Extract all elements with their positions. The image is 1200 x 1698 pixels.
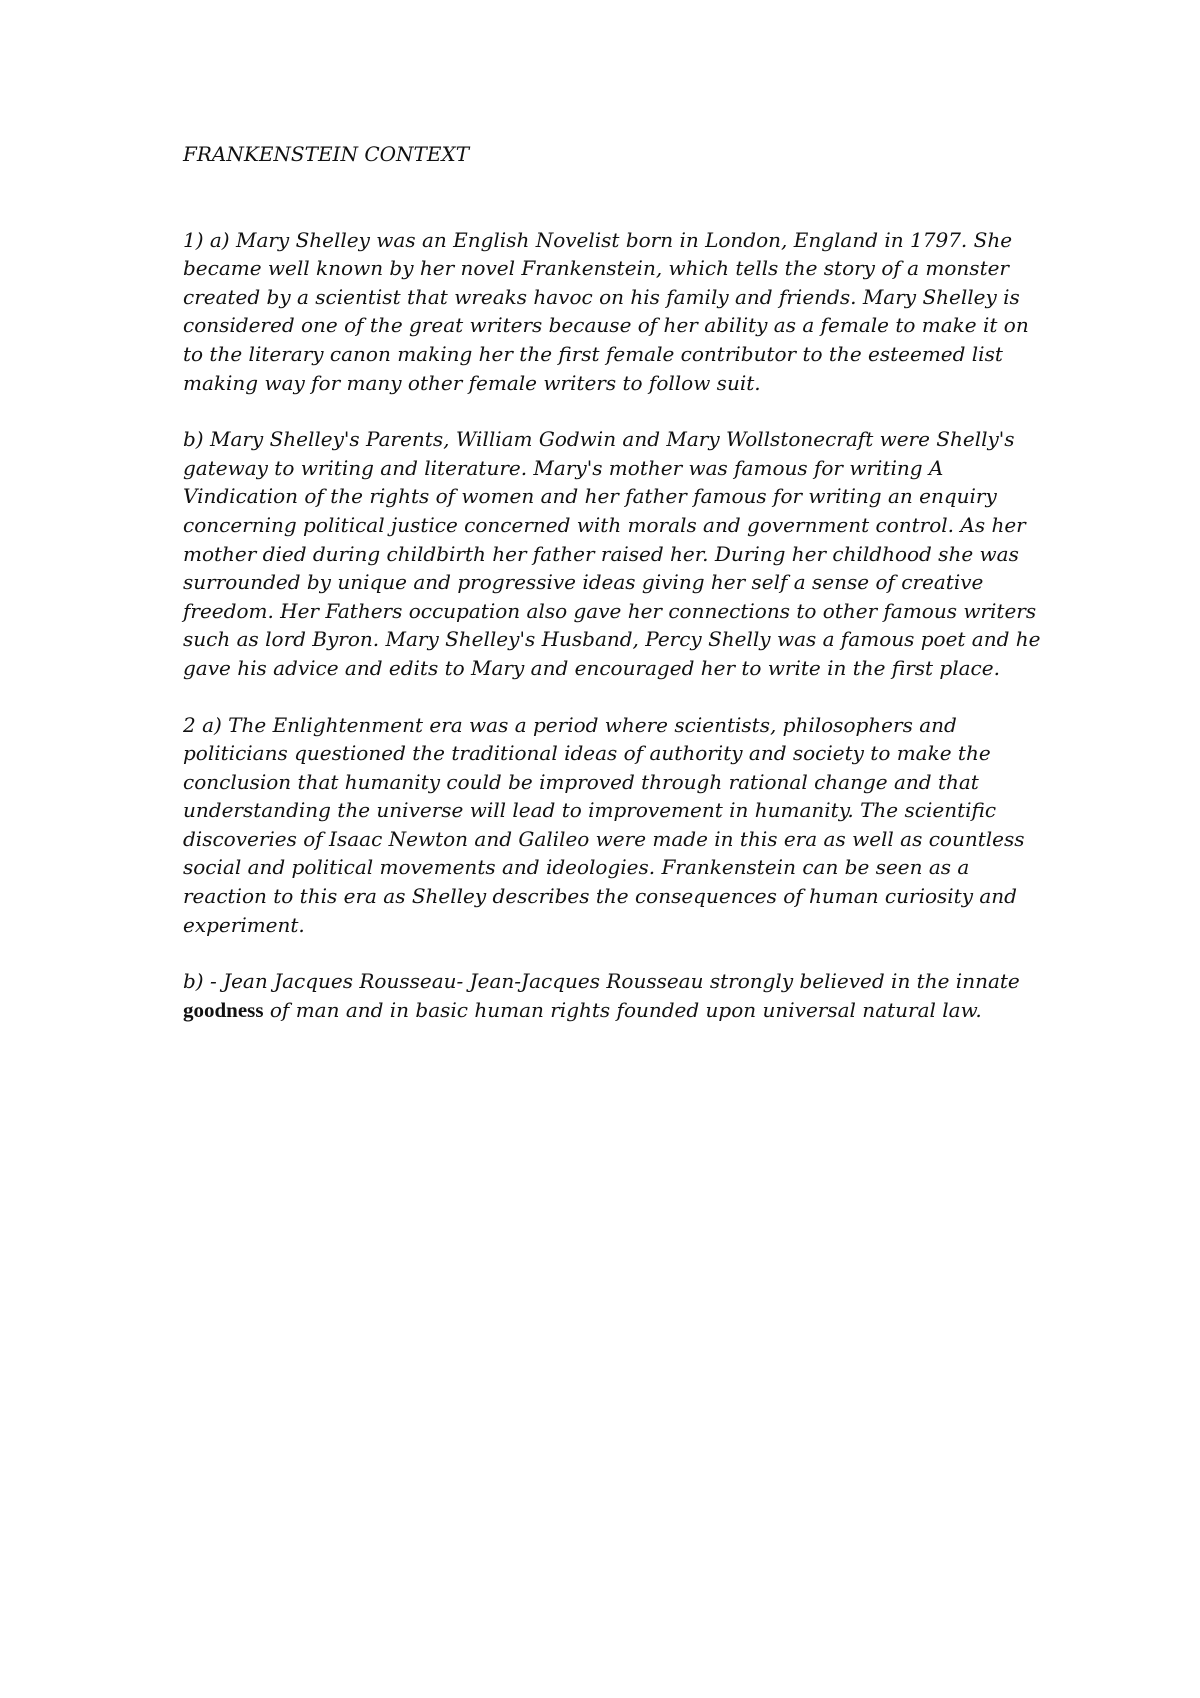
- paragraph-1a-mary-shelley: 1) a) Mary Shelley was an English Novelist born in London, England in 1797. She became well known by her novel Frankenstein, which tells the story of a monster created by a scientist that wreaks havoc on his family and friends. Mary Shelley is considered one of the great writers because of her ability as a female to make it on to the literary canon making her the first female contributor to the esteemed list making way for many other female writers to follow suit.: [183, 227, 1029, 395]
- paragraph-2b-text-start: b) - Jean Jacques Rousseau- Jean-Jacques Rousseau strongly believed in the innate: [183, 969, 1020, 994]
- document-body: [183, 140, 1053, 1052]
- paragraph-2a-enlightenment: 2 a) The Enlightenment era was a period where scientists, philosophers and politicians questioned the traditional ideas of authority and society to make the conclusion that humanity could be improved through rational change and that understanding the universe will lead to improvement in humanity. The scientific discoveries of Isaac Newton and Galileo were made in this era as well as countless social and political movements and ideologies. Frankenstein can be seen as a reaction to this era as Shelley describes the consequences of human curiosity and experiment.: [183, 712, 1025, 937]
- paragraph-2b-rousseau: [183, 967, 1053, 1024]
- paragraph-1b-parents: b) Mary Shelley's Parents, William Godwin and Mary Wollstonecraft were Shelly's gateway to writing and literature. Mary's mother was famous for writing A Vindication of the rights of women and her father famous for writing an enquiry concerning political justice concerned with morals and government control. As her mother died during childbirth her father raised her. During her childhood she was surrounded by unique and progressive ideas giving her self a sense of creative freedom. Her Fathers occupation also gave her connections to other famous writers such as lord Byron. Mary Shelley's Husband, Percy Shelly was a famous poet and he gave his advice and edits to Mary and encouraged her to write in the first place.: [183, 427, 1041, 680]
- emphasized-word: goodness: [183, 997, 264, 1022]
- paragraph-2b-text-end: of man and in basic human rights founded upon universal natural law.: [263, 997, 982, 1022]
- document-title: FRANKENSTEIN CONTEXT: [183, 142, 470, 166]
